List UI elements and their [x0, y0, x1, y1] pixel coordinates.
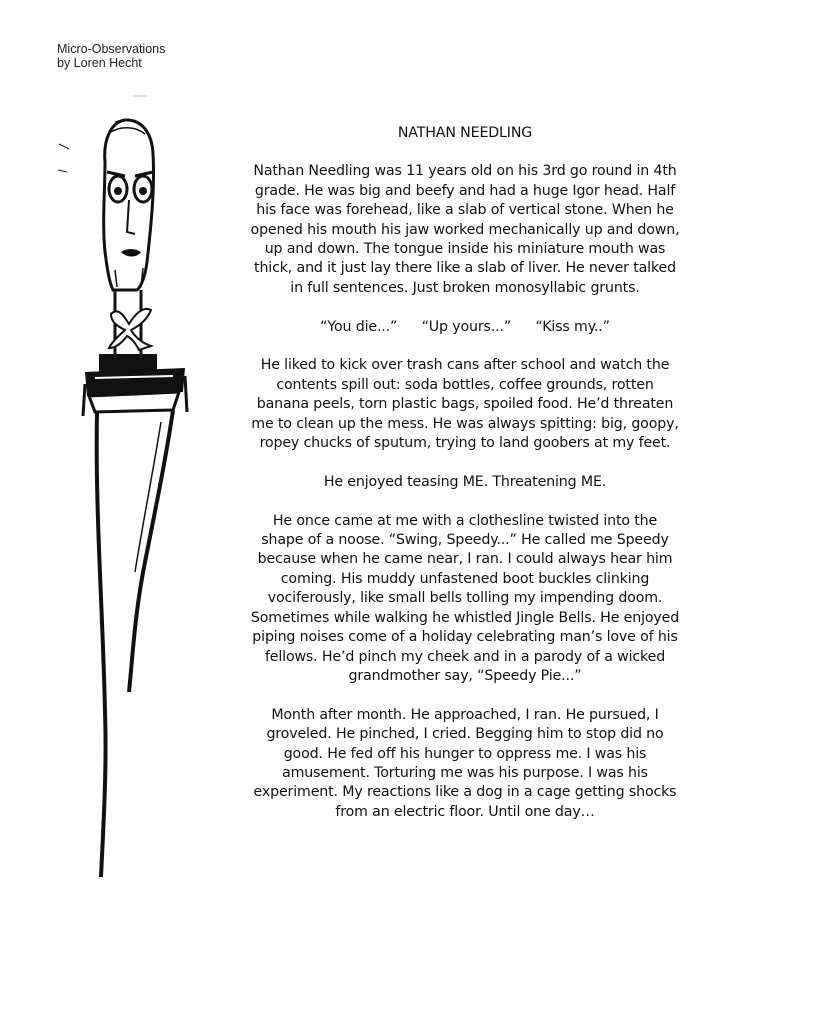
quotes-line: [250, 318, 680, 337]
story-paragraph-4: He once came at me with a clothesline twisted into the shape of a noose. “Swing, Speedy...” He called me Speedy because when he came near, I ran. I could always hear him coming. His muddy unfastened boot buckles clinking vociferously, like small bells tolling my impending doom. Sometimes while walking he whistled Jingle Bells. He enjoyed piping noises come of a holiday celebrating man’s love of his fellows. He’d pinch my cheek and in a parody of a wicked grandmother say, “Speedy Pie...”: [250, 512, 680, 684]
byline: by Loren Hecht: [57, 56, 142, 70]
story-paragraph-3: He enjoyed teasing ME. Threatening ME.: [323, 473, 607, 490]
story-title: NATHAN NEEDLING: [397, 125, 533, 141]
story-paragraph-2: He liked to kick over trash cans after school and watch the contents spill out: soda bottles, coffee grounds, rotten banana peels, torn plastic bags, spoiled food. He’d threaten me to clean up the mess. He was always spitting: big, goopy, ropey chucks of sputum, trying to land goobers at my feet.: [251, 357, 679, 452]
header: [57, 42, 165, 70]
elongated-figure-drawing-icon: [55, 92, 195, 882]
quote-3: “Kiss my..”: [535, 318, 610, 335]
story-paragraph-1: Nathan Needling was 11 years old on his 3rd go round in 4th grade. He was big and beefy and had a huge Igor head. Half his face was forehead, like a slab of vertical stone. When he opened his mouth his jaw worked mechanically up and down, up and down. The tongue inside his miniature mouth was thick, and it just lay there like a slab of liver. He never talked in full sentences. Just broken monosyllabic grunts.: [250, 163, 680, 296]
story: [250, 124, 680, 842]
series-title: Micro-Observations: [57, 42, 166, 56]
quote-2: “Up yours...”: [421, 318, 512, 335]
quote-1: “You die...”: [320, 318, 398, 335]
story-paragraph-5: Month after month. He approached, I ran. He pursued, I groveled. He pinched, I cried. Begging him to stop did no good. He fed off his hunger to oppress me. I was his amusement. Torturing me was his purpose. I was his experiment. My reactions like a dog in a cage getting shocks from an electric floor. Until one day…: [253, 706, 677, 820]
